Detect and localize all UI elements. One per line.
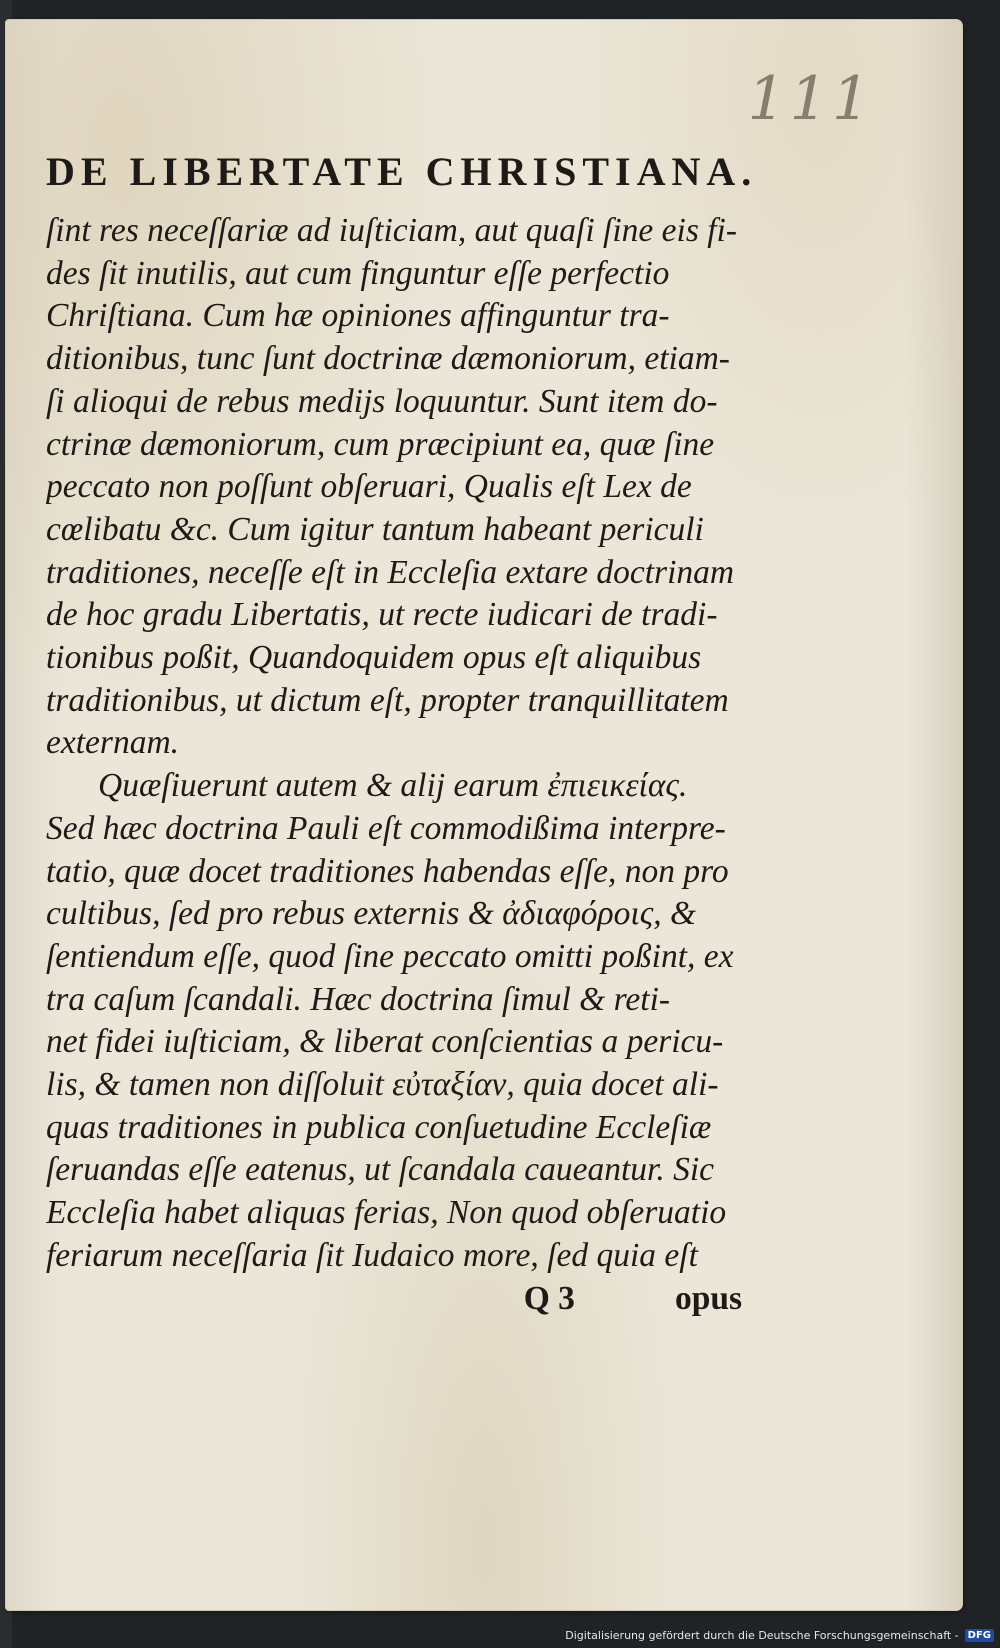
folio-number: 111 <box>747 64 874 134</box>
text-line: Eccleſia habet aliquas ferias, Non quod obſeruatio <box>46 1194 727 1232</box>
catchword-row <box>46 1278 746 1321</box>
text-line: ctrinæ dæmoniorum, cum præcipiunt ea, quæ ſine <box>46 425 715 463</box>
text-line: lis, & tamen non diſſoluit εὐταξίαν, quia docet ali- <box>46 1066 719 1104</box>
catchword: opus <box>674 1279 742 1317</box>
text-line: tatio, quæ docet traditiones habendas eſſe, non pro <box>46 852 729 890</box>
text-line: peccato non poſſunt obſeruari, Qualis eſt Lex de <box>46 468 692 506</box>
dfg-logo: DFG <box>965 1629 994 1642</box>
text-line: tionibus poßit, Quandoquidem opus eſt aliquibus <box>46 639 702 677</box>
text-line: ſint res neceſſariæ ad iuſticiam, aut quaſi ſine eis fi- <box>46 212 738 249</box>
running-head: DE LIBERTATE CHRISTIANA. <box>46 149 758 194</box>
text-line: tra caſum ſcandali. Hæc doctrina ſimul & reti- <box>46 980 671 1018</box>
text-line: ſi alioqui de rebus medijs loquuntur. Sunt item do- <box>46 382 718 420</box>
text-line: des ſit inutilis, aut cum finguntur eſſe perfectio <box>46 254 670 292</box>
text-line: Quæſiuerunt autem & alij earum ἐπιεικείας. <box>98 767 688 805</box>
text-line: cultibus, ſed pro rebus externis & ἀδιαφόροις, & <box>46 895 697 933</box>
footer-bar <box>557 1622 1000 1648</box>
text-line: net fidei iuſticiam, & liberat conſcientias a pericu- <box>46 1023 724 1061</box>
text-line: Sed hæc doctrina Pauli eſt commodißima interpre- <box>46 809 726 847</box>
book-page <box>6 20 962 1610</box>
signature-mark: Q 3 <box>523 1279 575 1317</box>
text-line: traditiones, neceſſe eſt in Eccleſia extare doctrinam <box>46 553 735 591</box>
text-line: quas traditiones in publica conſuetudine Eccleſiæ <box>46 1108 712 1146</box>
text-line: ſeruandas eſſe eatenus, ut ſcandala caueantur. Sic <box>46 1151 715 1189</box>
text-line: cœlibatu &c. Cum igitur tantum habeant periculi <box>46 510 704 548</box>
text-line: de hoc gradu Libertatis, ut recte iudicari de tradi- <box>46 596 718 634</box>
text-line: externam. <box>46 724 180 762</box>
text-line: Chriſtiana. Cum hæ opiniones affinguntur tra- <box>46 297 670 335</box>
body-text <box>46 210 746 1320</box>
text-line: ſentiendum eſſe, quod ſine peccato omitti poßint, ex <box>46 937 734 975</box>
text-line: ditionibus, tunc ſunt doctrinæ dæmoniorum, etiam- <box>46 340 730 378</box>
funding-notice: Digitalisierung gefördert durch die Deutsche Forschungsgemeinschaft - <box>565 1628 959 1642</box>
text-line: traditionibus, ut dictum eſt, propter tranquillitatem <box>46 681 729 719</box>
text-line: feriarum neceſſaria ſit Iudaico more, ſed quia eſt <box>46 1236 698 1274</box>
